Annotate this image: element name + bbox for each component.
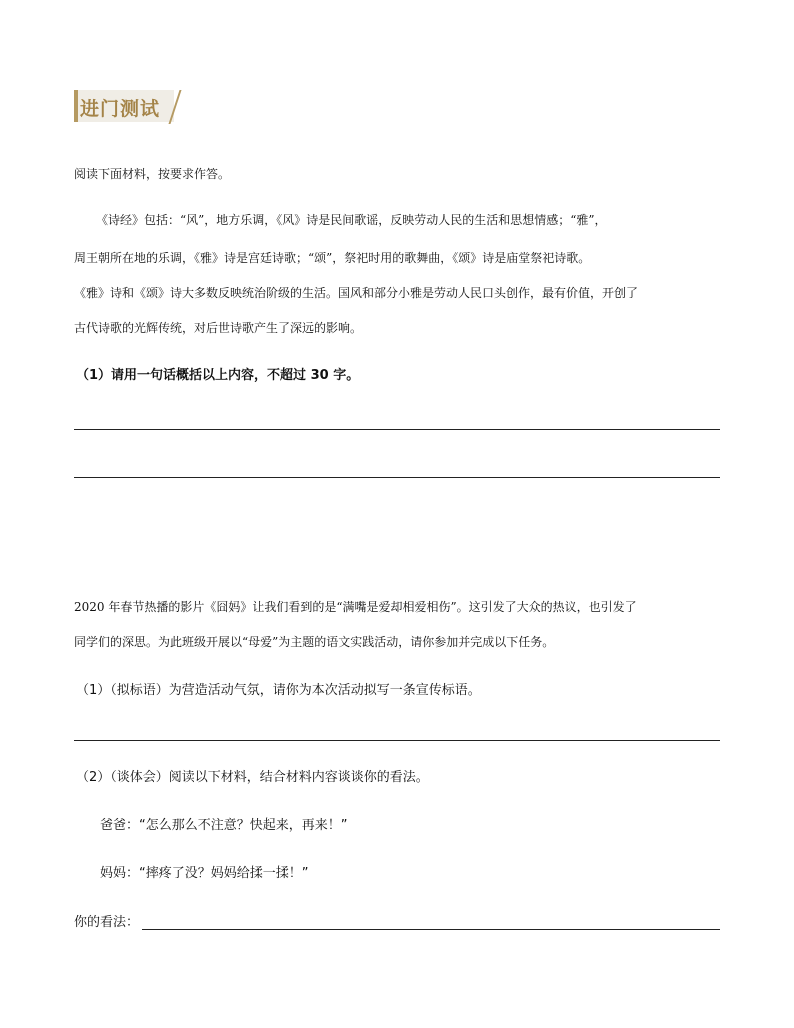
section-header-accent-bar	[74, 90, 78, 122]
answer-line-2[interactable]	[74, 477, 720, 478]
dad-quote: 爸爸：“怎么那么不注意？快起来，再来！”	[100, 818, 348, 833]
section-header	[74, 90, 182, 122]
instruction-text: 阅读下面材料，按要求作答。	[74, 167, 231, 181]
opinion-answer-line[interactable]	[142, 929, 720, 930]
mom-quote: 妈妈：“摔疼了没？妈妈给揉一揉！”	[100, 866, 309, 881]
slogan-answer-line[interactable]	[74, 740, 720, 741]
passage-line-4: 古代诗歌的光辉传统，对后世诗歌产生了深远的影响。	[74, 321, 363, 335]
passage-line-2: 周王朝所在地的乐调，《雅》诗是宫廷诗歌；“颂”，祭祀时用的歌舞曲，《颂》诗是庙堂祭祀诗歌。	[74, 251, 591, 265]
opinion-label: 你的看法：	[74, 915, 140, 930]
section-title: 进门测试	[80, 98, 161, 120]
passage-line-1: 《诗经》包括：“风”，地方乐调，《风》诗是民间歌谣，反映劳动人民的生活和思想情感；“雅”，	[96, 213, 607, 227]
passage-line-3: 《雅》诗和《颂》诗大多数反映统治阶级的生活。国风和部分小雅是劳动人民口头创作，最有价值，开创了	[74, 286, 639, 300]
part2-intro-line-1: 2020 年春节热播的影片《囧妈》让我们看到的是“满嘴是爱却相爱相伤”。这引发了大众的热议，也引发了	[74, 600, 637, 614]
part2-question-2: （2）（谈体会）阅读以下材料，结合材料内容谈谈你的看法。	[76, 770, 429, 785]
part2-question-1: （1）（拟标语）为营造活动气氛，请你为本次活动拟写一条宣传标语。	[76, 683, 481, 698]
part1-question-1: （1）请用一句话概括以上内容，不超过 30 字。	[76, 368, 360, 383]
answer-line-1[interactable]	[74, 429, 720, 430]
part2-intro-line-2: 同学们的深思。为此班级开展以“母爱”为主题的语文实践活动，请你参加并完成以下任务。	[74, 635, 555, 649]
